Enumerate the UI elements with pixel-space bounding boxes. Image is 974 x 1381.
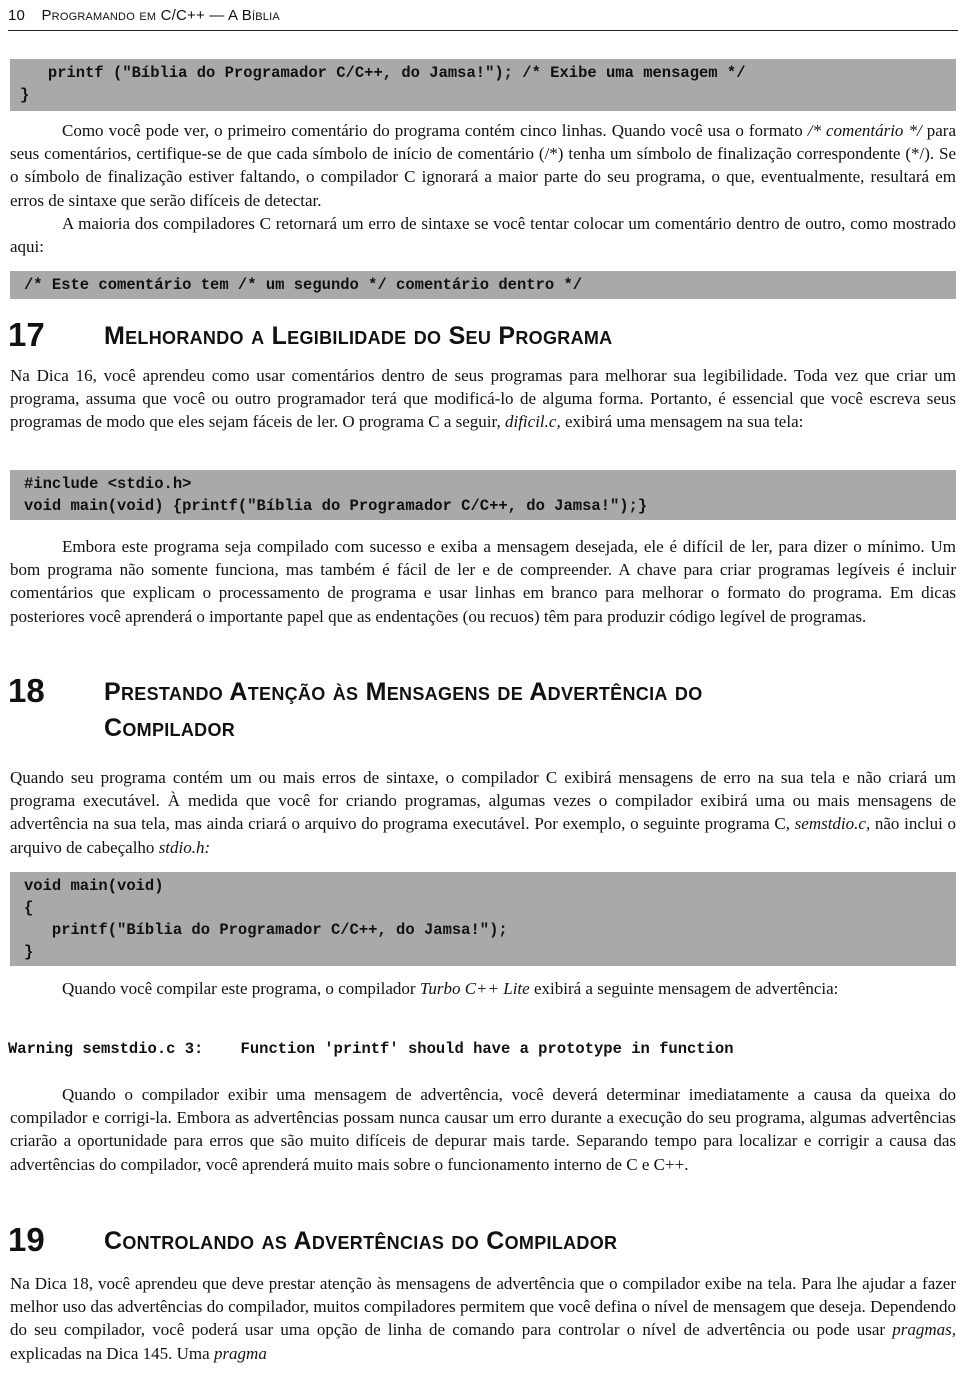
section-heading-18 bbox=[8, 672, 958, 758]
product-name-text: Turbo C++ Lite bbox=[419, 979, 530, 998]
text-run: Quando seu programa contém um ou mais erros de sintaxe, o compilador C exibirá mensagens de erro na sua tela e não criará um programa executável. À medida que você for criando programas, algumas vezes o compilador exibirá uma ou mais mensagens de advertência na sua tela, mas ainda criará o arquivo do programa executável. Por exemplo, o seguinte programa C, bbox=[10, 768, 956, 834]
code-line: printf ("Bíblia do Programador C/C++, do Jamsa!"); /* Exibe uma mensagem */ bbox=[20, 64, 746, 82]
code-line: /* Este comentário tem /* um segundo */ comentário dentro */ bbox=[24, 276, 583, 294]
filename-text: stdio.h: bbox=[158, 837, 211, 857]
text-run: Como você pode ver, o primeiro comentário do programa contém cinco linhas. Quando você usa o formato bbox=[62, 121, 808, 140]
section-number: 19 bbox=[8, 1221, 45, 1258]
code-line: } bbox=[20, 86, 30, 104]
code-line: #include <stdio.h> bbox=[24, 475, 192, 493]
text-run: Embora este programa seja compilado com sucesso e exiba a mensagem desejada, ele é difícil de ler, para dizer o mínimo. Um bom programa não somente funciona, mas também é fácil de ler e de compreender. A chave para criar programas legíveis é incluir comentários que explicam o processamento de programa e usar linhas em branco para melhorar o formato do programa. Em dicas posteriores você aprenderá o importante papel que as endentações (ou recuos) têm para produzir código legível de programas. bbox=[10, 537, 956, 626]
paragraph bbox=[10, 119, 956, 212]
section-title: Melhorando a Legibilidade do Seu Programa bbox=[104, 322, 613, 350]
emphasis-text: /* comentário */ bbox=[807, 121, 922, 140]
text-run: Na Dica 18, você aprendeu que deve prestar atenção às mensagens de advertência que o compilador exibe na tela. Para lhe ajudar a fazer melhor uso das advertências do compilador, muitos compiladores permitem que você defina o nível de mensagem que deseja. Dependendo do seu compilador, você poderá usar uma opção de linha de comando para controlar o nível de advertência ou pode usar bbox=[10, 1274, 956, 1340]
code-block-nested-comment bbox=[10, 271, 956, 299]
text-run: exibirá a seguinte mensagem de advertência: bbox=[529, 979, 839, 998]
text-run: para seus comentários, certifique-se de que cada símbolo de início de comentário (/*) tenha um símbolo de finalização correspondente (*/). Se o símbolo de finalização estiver faltando, o compilador C ignorará a maior parte do seu programa, o que, eventualmente, resultará em erros de sintaxe que serão difíceis de detectar. bbox=[10, 121, 956, 210]
code-block-semstdio bbox=[10, 872, 956, 966]
compiler-warning-output: Warning semstdio.c 3: Function 'printf' should have a prototype in function bbox=[8, 1040, 734, 1058]
section-title-line-1: Prestando Atenção às Mensagens de Advertência do bbox=[104, 678, 703, 706]
paragraph bbox=[10, 1272, 956, 1365]
section-title: Controlando as Advertências do Compilador bbox=[104, 1227, 618, 1255]
code-line: printf("Bíblia do Programador C/C++, do Jamsa!"); bbox=[24, 921, 508, 939]
paragraph bbox=[10, 766, 956, 859]
paragraph bbox=[10, 364, 956, 434]
paragraph bbox=[10, 212, 956, 258]
section-heading-17 bbox=[8, 316, 958, 356]
text-run: explicadas na Dica 145. Uma bbox=[10, 1343, 214, 1363]
code-line: } bbox=[24, 943, 34, 961]
section-heading-19 bbox=[8, 1221, 958, 1261]
text-run: Quando você compilar este programa, o compilador bbox=[62, 979, 420, 998]
section-number: 18 bbox=[8, 672, 45, 709]
code-line: { bbox=[24, 899, 34, 917]
code-line: void main(void) bbox=[24, 877, 164, 895]
code-block-top bbox=[10, 59, 956, 111]
section-title-line-2: Compilador bbox=[104, 714, 236, 742]
text-run: A maioria dos compiladores C retornará um erro de sintaxe se você tentar colocar um comentário dentro de outro, como mostrado aqui: bbox=[10, 214, 956, 257]
paragraph bbox=[10, 1083, 956, 1176]
page-number: 10 bbox=[8, 7, 26, 24]
paragraph bbox=[10, 535, 956, 628]
text-run: não inclui o arquivo de cabeçalho bbox=[10, 814, 956, 857]
filename-text: semstdio.c, bbox=[794, 814, 871, 834]
text-run: Quando o compilador exibir uma mensagem de advertência, você deverá determinar imediatamente a causa da queixa do compilador e corrigi-la. Embora as advertências possam nunca causar um erro durante a execução do seu programa, algumas advertências criarão a oportunidade para erros que são muito difíceis de depurar mais tarde. Separando tempo para localizar e corrigir a causa das advertências do compilador, você aprenderá muito mais sobre o funcionamento interno de C e C++. bbox=[10, 1085, 956, 1174]
emphasis-text: pragmas, bbox=[892, 1320, 956, 1340]
code-line: void main(void) {printf("Bíblia do Programador C/C++, do Jamsa!");} bbox=[24, 497, 648, 515]
text-run: Na Dica 16, você aprendeu como usar comentários dentro de seus programas para melhorar sua legibilidade. Toda vez que criar um programa, assuma que você ou outro programador terá que modificá-lo de alguma forma. Portanto, é essencial que você escreva seus programas de modo que eles sejam fáceis de ler. O programa C a seguir, bbox=[10, 366, 956, 432]
section-number: 17 bbox=[8, 316, 45, 353]
code-block-dificil bbox=[10, 470, 956, 520]
filename-text: dificil.c, bbox=[504, 412, 561, 432]
running-head bbox=[8, 6, 958, 31]
paragraph bbox=[10, 977, 956, 1000]
book-title: Programando em C/C++ — A Bíblia bbox=[41, 7, 280, 24]
emphasis-text: pragma bbox=[213, 1343, 267, 1363]
text-run: exibirá uma mensagem na sua tela: bbox=[560, 412, 804, 432]
